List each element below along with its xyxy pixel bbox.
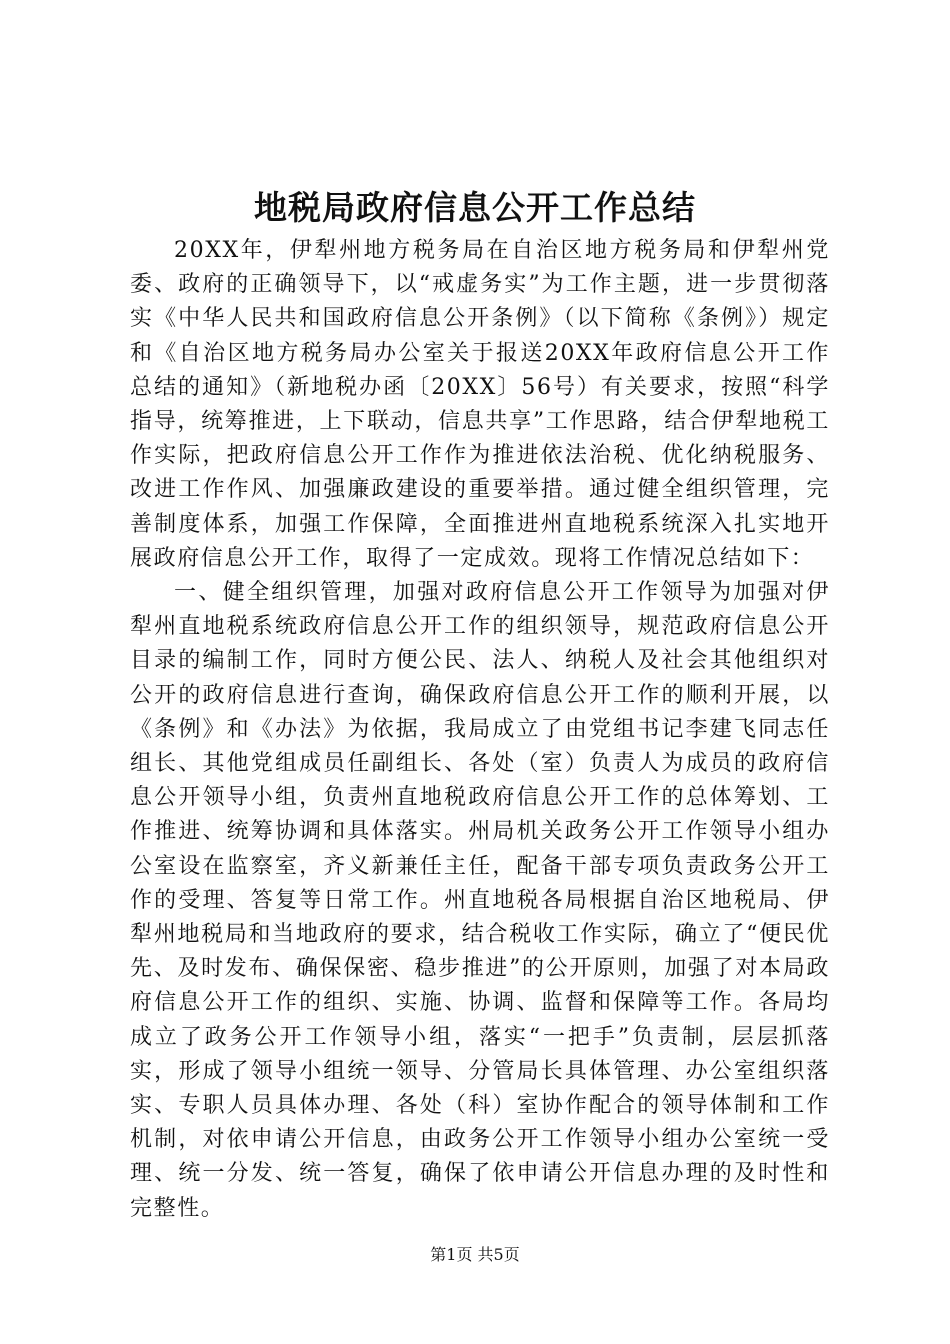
paragraph-intro: 20XX年，伊犁州地方税务局在自治区地方税务局和伊犁州党委、政府的正确领导下，以“戒虚务实”为工作主题，进一步贯彻落实《中华人民共和国政府信息公开条例》（以下简称《条例》）规定和《自治区地方税务局办公室关于报送20XX年政府信息公开工作总结的通知》（新地税办函〔20XX〕56号）有关要求，按照“科学指导，统筹推进，上下联动，信息共享”工作思路，结合伊犁地税工作实际，把政府信息公开工作作为推进依法治税、优化纳税服务、改进工作作风、加强廉政建设的重要举措。通过健全组织管理，完善制度体系，加强工作保障，全面推进州直地税系统深入扎实地开展政府信息公开工作，取得了一定成效。现将工作情况总结如下：: [130, 238, 830, 571]
document-title: 地税局政府信息公开工作总结: [254, 188, 696, 227]
page-footer: [0, 1244, 950, 1266]
paragraph-section-1: 一、健全组织管理，加强对政府信息公开工作领导为加强对伊犁州直地税系统政府信息公开工作的组织领导，规范政府信息公开目录的编制工作，同时方便公民、法人、纳税人及社会其他组织对公开的政府信息进行查询，确保政府信息公开工作的顺利开展，以《条例》和《办法》为依据，我局成立了由党组书记李建飞同志任组长、其他党组成员任副组长、各处（室）负责人为成员的政府信息公开领导小组，负责州直地税政府信息公开工作的总体筹划、工作推进、统筹协调和具体落实。州局机关政务公开工作领导小组办公室设在监察室，齐义新兼任主任，配备干部专项负责政务公开工作的受理、答复等日常工作。州直地税各局根据自治区地税局、伊犁州地税局和当地政府的要求，结合税收工作实际，确立了“便民优先、及时发布、确保保密、稳步推进”的公开原则，加强了对本局政府信息公开工作的组织、实施、协调、监督和保障等工作。各局均成立了政务公开工作领导小组，落实“一把手”负责制，层层抓落实，形成了领导小组统一领导、分管局长具体管理、办公室组织落实、专职人员具体办理、各处（科）室协作配合的领导体制和工作机制，对依申请公开信息，由政务公开工作领导小组办公室统一受理、统一分发、统一答复，确保了依申请公开信息办理的及时性和完整性。: [130, 580, 830, 1221]
page-number: 第1页 共5页: [430, 1245, 520, 1264]
document-body: [130, 234, 830, 1226]
